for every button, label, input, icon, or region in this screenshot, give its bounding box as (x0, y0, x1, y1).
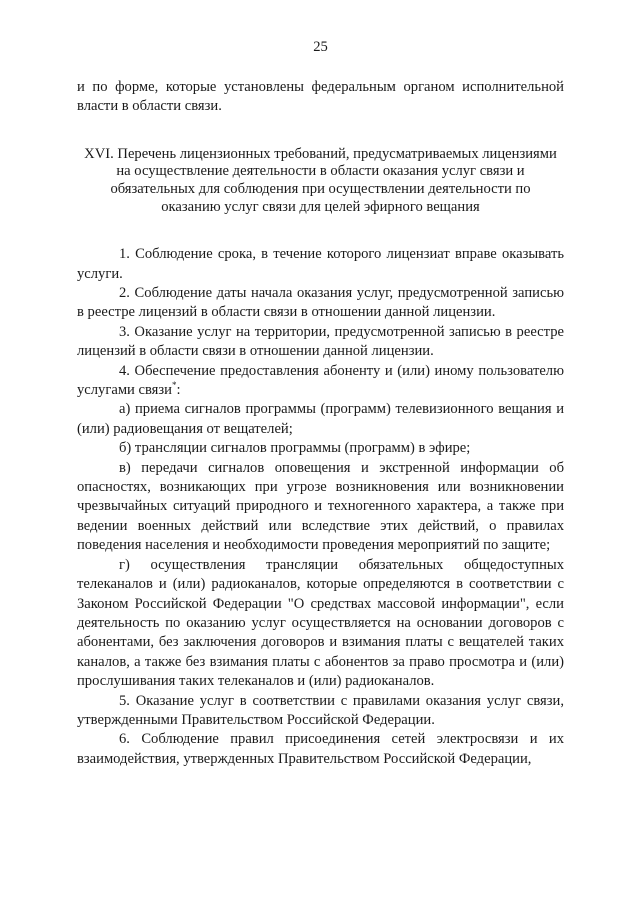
list-item-3: 3. Оказание услуг на территории, предусмотренной записью в реестре лицензий в области связи в отношении данной лицензии. (77, 323, 564, 360)
footnote-marker: * (171, 380, 177, 391)
section-heading: XVI. Перечень лицензионных требований, предусматриваемых лицензиями на осуществление деятельности в области оказания услуг связи и обязательных для соблюдения при осуществлении деятельности по оказанию услуг связи для целей эфирного вещания (84, 145, 557, 215)
sub-item-v: в) передачи сигналов оповещения и экстренной информации об опасностях, возникающих при угрозе возникновения или возникновении чрезвычайных ситуаций природного и техногенного характера, а также при ведении военных действий или вследствие этих действий, о правилах поведения населения и необходимости проведения мероприятий по защите; (77, 459, 564, 554)
list-item-2: 2. Соблюдение даты начала оказания услуг, предусмотренной записью в реестре лицензий в области связи в отношении данной лицензии. (77, 285, 564, 321)
sub-item-b: б) трансляции сигналов программы (программ) в эфире; (119, 440, 471, 457)
list-item-5: 5. Оказание услуг в соответствии с правилами оказания услуг связи, утвержденными Правительством Российской Федерации. (77, 692, 564, 728)
lead-paragraph: и по форме, которые установлены федеральным органом исполнительной власти в области связи. (77, 79, 564, 115)
list-item-4-colon: : (176, 382, 181, 399)
sub-item-a: а) приема сигналов программы (программ) телевизионного вещания и (или) радиовещания от вещателей; (77, 401, 564, 437)
list-item-4 (77, 362, 564, 401)
list-item-1: 1. Соблюдение срока, в течение которого лицензиат вправе оказывать услуги. (77, 246, 564, 282)
list-item-4-text: 4. Обеспечение предоставления абоненту и (или) иному пользователю услугами связи (77, 362, 564, 399)
sub-item-g: г) осуществления трансляции обязательных общедоступных телеканалов и (или) радиоканалов, которые определяются в соответствии с Законом Российской Федерации "О средствах массовой информации", если деятельность по оказанию услуг осуществляется на основании договоров с абонентами, без заключения договоров и взимания платы с вещателей таких каналов, а также без взимания платы с абонентов за право просмотра и (или) прослушивания таких телеканалов и (или) радиоканалов. (77, 556, 564, 690)
page-number: 25 (313, 39, 328, 55)
document-page (77, 38, 564, 769)
list-item-6: 6. Соблюдение правил присоединения сетей электросвязи и их взаимодействия, утвержденных Правительством Российской Федерации, (77, 731, 564, 767)
